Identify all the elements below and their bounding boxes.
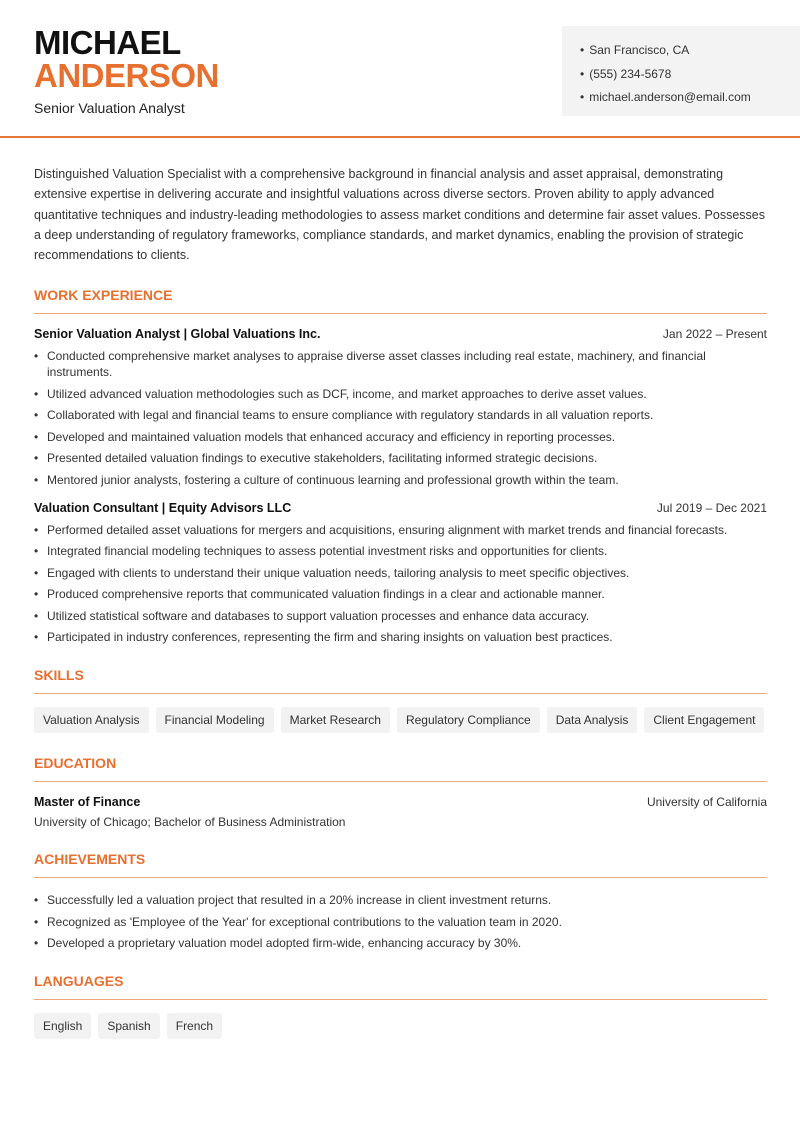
bullet-item: • Produced comprehensive reports that communicated valuation findings in a clear and actionable manner.	[34, 586, 767, 602]
contact-email[interactable]: • michael.anderson@email.com	[580, 86, 800, 110]
bullet-item: • Participated in industry conferences, representing the firm and sharing insights on valuation best practices.	[34, 629, 767, 645]
skills-section	[34, 667, 767, 733]
section-heading: ACHIEVEMENTS	[34, 851, 767, 878]
bullet-item: • Collaborated with legal and financial teams to ensure compliance with regulatory standards in all valuation reports.	[34, 407, 767, 423]
bullet-item: • Conducted comprehensive market analyses to appraise diverse asset classes including real estate, machinery, and financial instruments.	[34, 348, 767, 380]
job-title: Senior Valuation Analyst	[34, 100, 185, 116]
achievement-item: • Successfully led a valuation project that resulted in a 20% increase in client investment returns.	[34, 892, 767, 908]
skill-tag: Market Research	[281, 707, 390, 733]
section-heading: EDUCATION	[34, 755, 767, 782]
summary: Distinguished Valuation Specialist with a comprehensive background in financial analysis and asset appraisal, demonstrating extensive expertise in delivering accurate and insightful valuations across diverse sectors. Proven ability to apply advanced quantitative techniques and industry-leading methodologies to assess market conditions and determine fair asset values. Possesses a deep understanding of regulatory frameworks, compliance standards, and market dynamics, enabling the provision of strategic recommendations to clients.	[34, 167, 765, 263]
language-tag: English	[34, 1013, 91, 1039]
achievements-section	[34, 851, 767, 951]
contact-box	[562, 26, 800, 116]
job-header	[34, 501, 767, 515]
job-dates: Jan 2022 – Present	[662, 327, 767, 342]
job-header	[34, 327, 767, 341]
bullet-item: • Integrated financial modeling techniques to assess potential investment risks and opportunities for clients.	[34, 543, 767, 559]
first-name: MICHAEL	[34, 24, 181, 61]
contact-location: • San Francisco, CA	[580, 39, 800, 63]
contact-phone: • (555) 234-5678	[580, 63, 800, 87]
skill-tag: Data Analysis	[547, 707, 638, 733]
job-entry	[34, 501, 767, 646]
achievement-item: • Recognized as 'Employee of the Year' for exceptional contributions to the valuation team in 2020.	[34, 914, 767, 930]
job-bullets	[34, 348, 767, 488]
bullet-item: • Mentored junior analysts, fostering a culture of continuous learning and professional growth within the team.	[34, 472, 767, 488]
skill-tag: Valuation Analysis	[34, 707, 149, 733]
languages-section	[34, 973, 767, 1039]
bullet-item: • Performed detailed asset valuations for mergers and acquisitions, ensuring alignment with market trends and financial forecasts.	[34, 522, 767, 538]
job-title: Senior Valuation Analyst | Global Valuations Inc.	[34, 327, 321, 342]
language-tag: French	[167, 1013, 222, 1039]
skill-tag: Regulatory Compliance	[397, 707, 540, 733]
job-entry	[34, 327, 767, 488]
job-bullets	[34, 522, 767, 646]
skill-tag: Client Engagement	[644, 707, 764, 733]
language-tag: Spanish	[98, 1013, 159, 1039]
bullet-item: • Utilized statistical software and databases to support valuation processes and enhance data accuracy.	[34, 608, 767, 624]
degree: Master of Finance	[34, 795, 141, 810]
section-heading: LANGUAGES	[34, 973, 767, 1000]
section-heading: WORK EXPERIENCE	[34, 287, 767, 314]
job-dates: Jul 2019 – Dec 2021	[656, 500, 767, 515]
section-heading: SKILLS	[34, 667, 767, 694]
skill-tag: Financial Modeling	[156, 707, 274, 733]
work-experience-section	[34, 287, 767, 645]
school: University of California	[646, 795, 767, 810]
resume-header	[0, 0, 800, 138]
job-title: Valuation Consultant | Equity Advisors LLC	[34, 500, 292, 515]
achievement-item: • Developed a proprietary valuation model adopted firm-wide, enhancing accuracy by 30%.	[34, 935, 767, 951]
education-section	[34, 755, 767, 829]
bullet-item: • Presented detailed valuation findings to executive stakeholders, facilitating informed strategic decisions.	[34, 450, 767, 466]
bullet-item: • Developed and maintained valuation models that enhanced accuracy and efficiency in reporting processes.	[34, 429, 767, 445]
bullet-item: • Engaged with clients to understand their unique valuation needs, tailoring analysis to meet specific objectives.	[34, 565, 767, 581]
last-name: ANDERSON	[34, 57, 219, 94]
bullet-item: • Utilized advanced valuation methodologies such as DCF, income, and market approaches to derive asset values.	[34, 386, 767, 402]
education-detail: University of Chicago; Bachelor of Business Administration	[34, 815, 346, 830]
